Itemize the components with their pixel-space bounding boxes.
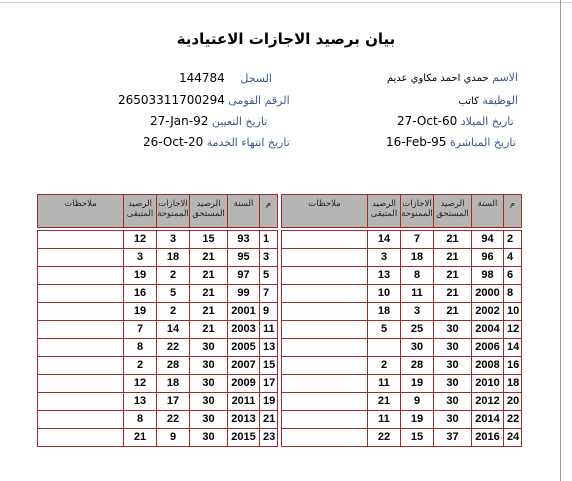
granted-leave-cell: 22 <box>157 339 190 357</box>
birth-value: 27-Oct-60 <box>397 114 458 128</box>
granted-leave-cell: 18 <box>157 249 190 267</box>
leave-table-left <box>37 194 278 447</box>
national-id-label: الرقم القومى <box>228 94 290 107</box>
table-row <box>38 411 278 429</box>
row-number-cell: 10 <box>504 303 522 321</box>
year-cell: 98 <box>472 267 504 285</box>
year-cell: 2011 <box>228 393 260 411</box>
year-cell: 2015 <box>228 429 260 447</box>
row-number-cell: 14 <box>504 339 522 357</box>
granted-leave-cell: 5 <box>157 285 190 303</box>
remaining-balance-cell: 7 <box>124 321 157 339</box>
year-cell: 97 <box>228 267 260 285</box>
leave-table-right <box>281 194 522 447</box>
year-cell: 2001 <box>228 303 260 321</box>
granted-leave-cell: 2 <box>157 267 190 285</box>
entitled-balance-cell: 21 <box>190 267 228 285</box>
year-cell: 2004 <box>472 321 504 339</box>
record-value: 144784 <box>179 71 225 85</box>
table-row <box>282 267 522 285</box>
granted-leave-cell: 30 <box>401 339 434 357</box>
entitled-balance-cell: 21 <box>190 249 228 267</box>
remaining-balance-cell: 12 <box>124 231 157 249</box>
header-entitled-balance: الرصيد المستحق <box>190 195 228 228</box>
name-value: حمدي احمد مكاوي عديم <box>386 73 489 84</box>
remaining-balance-cell: 14 <box>368 231 401 249</box>
row-number-cell: 16 <box>504 357 522 375</box>
row-number-cell: 8 <box>504 285 522 303</box>
row-number-cell: 7 <box>260 285 278 303</box>
year-cell: 2013 <box>228 411 260 429</box>
row-number-cell: 15 <box>260 357 278 375</box>
notes-cell <box>282 231 368 249</box>
notes-cell <box>282 249 368 267</box>
entitled-balance-cell: 21 <box>190 321 228 339</box>
header-row-number: م <box>260 195 278 228</box>
header-notes: ملاحظات <box>282 195 368 228</box>
service-end-value: 26-Oct-20 <box>143 135 204 149</box>
table-row <box>282 303 522 321</box>
header-year: السنة <box>228 195 260 228</box>
year-cell: 2009 <box>228 375 260 393</box>
granted-leave-cell: 17 <box>157 393 190 411</box>
remaining-balance-cell: 19 <box>124 267 157 285</box>
notes-cell <box>282 393 368 411</box>
granted-leave-cell: 11 <box>401 285 434 303</box>
remaining-balance-cell: 13 <box>368 267 401 285</box>
entitled-balance-cell: 21 <box>434 231 472 249</box>
birth-row <box>397 114 514 128</box>
page-title: بيان برصيد الاجازات الاعتيادية <box>176 30 396 48</box>
remaining-balance-cell: 21 <box>368 393 401 411</box>
granted-leave-cell: 3 <box>157 231 190 249</box>
record-label: السجل <box>240 72 272 85</box>
entitled-balance-cell: 37 <box>434 429 472 447</box>
notes-cell <box>38 357 124 375</box>
notes-cell <box>282 357 368 375</box>
row-number-cell: 12 <box>504 321 522 339</box>
row-number-cell: 13 <box>260 339 278 357</box>
year-cell: 96 <box>472 249 504 267</box>
row-number-cell: 20 <box>504 393 522 411</box>
granted-leave-cell: 22 <box>157 411 190 429</box>
granted-leave-cell: 2 <box>157 303 190 321</box>
year-cell: 94 <box>472 231 504 249</box>
year-cell: 2014 <box>472 411 504 429</box>
row-number-cell: 9 <box>260 303 278 321</box>
granted-leave-cell: 18 <box>401 249 434 267</box>
start-row <box>386 135 516 149</box>
granted-leave-cell: 15 <box>401 429 434 447</box>
entitled-balance-cell: 21 <box>434 303 472 321</box>
header-entitled-balance: الرصيد المستحق <box>434 195 472 228</box>
year-cell: 2000 <box>472 285 504 303</box>
table-row <box>38 303 278 321</box>
remaining-balance-cell: 8 <box>124 411 157 429</box>
entitled-balance-cell: 30 <box>434 375 472 393</box>
notes-cell <box>38 285 124 303</box>
table-row <box>282 231 522 249</box>
start-label: تاريخ المباشرة <box>449 136 516 149</box>
page-top-border <box>0 2 572 3</box>
granted-leave-cell: 28 <box>401 357 434 375</box>
granted-leave-cell: 7 <box>401 231 434 249</box>
row-number-cell: 5 <box>260 267 278 285</box>
entitled-balance-cell: 30 <box>434 411 472 429</box>
remaining-balance-cell: 2 <box>124 357 157 375</box>
entitled-balance-cell: 30 <box>190 393 228 411</box>
entitled-balance-cell: 30 <box>434 321 472 339</box>
table-row <box>282 321 522 339</box>
granted-leave-cell: 8 <box>401 267 434 285</box>
appoint-label: تاريخ التعيين <box>211 115 268 128</box>
table-row <box>282 249 522 267</box>
page-right-border <box>560 0 561 481</box>
row-number-cell: 2 <box>504 231 522 249</box>
row-number-cell: 11 <box>260 321 278 339</box>
table-header-row <box>38 195 278 228</box>
notes-cell <box>38 249 124 267</box>
table-row <box>282 339 522 357</box>
entitled-balance-cell: 30 <box>434 393 472 411</box>
entitled-balance-cell: 30 <box>190 411 228 429</box>
notes-cell <box>38 321 124 339</box>
granted-leave-cell: 25 <box>401 321 434 339</box>
remaining-balance-cell: 12 <box>124 375 157 393</box>
table-row <box>38 429 278 447</box>
remaining-balance-cell: 21 <box>124 429 157 447</box>
row-number-cell: 19 <box>260 393 278 411</box>
entitled-balance-cell: 21 <box>434 285 472 303</box>
notes-cell <box>38 429 124 447</box>
table-row <box>38 249 278 267</box>
entitled-balance-cell: 15 <box>190 231 228 249</box>
remaining-balance-cell: 2 <box>368 357 401 375</box>
national-id-value: 26503311700294 <box>118 93 225 107</box>
record-row <box>179 71 272 85</box>
granted-leave-cell: 14 <box>157 321 190 339</box>
remaining-balance-cell: 8 <box>124 339 157 357</box>
table-row <box>38 357 278 375</box>
name-label: الاسم <box>492 71 518 84</box>
granted-leave-cell: 9 <box>401 393 434 411</box>
notes-cell <box>282 339 368 357</box>
granted-leave-cell: 9 <box>157 429 190 447</box>
year-cell: 2002 <box>472 303 504 321</box>
table-row <box>282 357 522 375</box>
year-cell: 2008 <box>472 357 504 375</box>
row-number-cell: 4 <box>504 249 522 267</box>
start-value: 16-Feb-95 <box>386 135 447 149</box>
table-row <box>38 267 278 285</box>
notes-cell <box>38 303 124 321</box>
notes-cell <box>282 285 368 303</box>
birth-label: تاريخ الميلاد <box>460 115 514 128</box>
row-number-cell: 17 <box>260 375 278 393</box>
notes-cell <box>282 429 368 447</box>
year-cell: 95 <box>228 249 260 267</box>
table-header-row <box>282 195 522 228</box>
notes-cell <box>38 339 124 357</box>
remaining-balance-cell: 3 <box>124 249 157 267</box>
remaining-balance-cell <box>368 339 401 357</box>
row-number-cell: 18 <box>504 375 522 393</box>
row-number-cell: 21 <box>260 411 278 429</box>
year-cell: 2012 <box>472 393 504 411</box>
granted-leave-cell: 19 <box>401 375 434 393</box>
row-number-cell: 6 <box>504 267 522 285</box>
remaining-balance-cell: 19 <box>124 303 157 321</box>
table-row <box>282 429 522 447</box>
entitled-balance-cell: 21 <box>434 267 472 285</box>
notes-cell <box>282 267 368 285</box>
row-number-cell: 24 <box>504 429 522 447</box>
entitled-balance-cell: 30 <box>190 429 228 447</box>
table-row <box>38 285 278 303</box>
entitled-balance-cell: 30 <box>190 357 228 375</box>
entitled-balance-cell: 30 <box>190 339 228 357</box>
job-row <box>458 94 518 107</box>
table-row <box>282 285 522 303</box>
granted-leave-cell: 19 <box>401 411 434 429</box>
notes-cell <box>38 411 124 429</box>
entitled-balance-cell: 30 <box>434 357 472 375</box>
row-number-cell: 23 <box>260 429 278 447</box>
table-row <box>38 231 278 249</box>
remaining-balance-cell: 11 <box>368 411 401 429</box>
entitled-balance-cell: 21 <box>434 249 472 267</box>
service-end-label: تاريخ انتهاء الخدمة <box>206 136 290 149</box>
header-granted-leave: الاجازات الممنوحة <box>157 195 190 228</box>
service-end-row <box>143 135 290 149</box>
entitled-balance-cell: 30 <box>434 339 472 357</box>
entitled-balance-cell: 30 <box>190 375 228 393</box>
appoint-value: 27-Jan-92 <box>150 114 209 128</box>
remaining-balance-cell: 13 <box>124 393 157 411</box>
year-cell: 2003 <box>228 321 260 339</box>
granted-leave-cell: 3 <box>401 303 434 321</box>
year-cell: 2010 <box>472 375 504 393</box>
notes-cell <box>38 267 124 285</box>
header-row-number: م <box>504 195 522 228</box>
row-number-cell: 3 <box>260 249 278 267</box>
year-cell: 2016 <box>472 429 504 447</box>
table-row <box>282 411 522 429</box>
header-year: السنة <box>472 195 504 228</box>
notes-cell <box>282 375 368 393</box>
national-id-row <box>118 93 290 107</box>
header-granted-leave: الاجازات الممنوحة <box>401 195 434 228</box>
notes-cell <box>282 321 368 339</box>
remaining-balance-cell: 16 <box>124 285 157 303</box>
header-remaining-balance: الرصيد المتبقى <box>368 195 401 228</box>
table-row <box>38 375 278 393</box>
notes-cell <box>282 411 368 429</box>
entitled-balance-cell: 21 <box>190 303 228 321</box>
remaining-balance-cell: 18 <box>368 303 401 321</box>
remaining-balance-cell: 10 <box>368 285 401 303</box>
year-cell: 2005 <box>228 339 260 357</box>
year-cell: 2007 <box>228 357 260 375</box>
remaining-balance-cell: 11 <box>368 375 401 393</box>
remaining-balance-cell: 3 <box>368 249 401 267</box>
job-label: الوظيفة <box>482 94 518 107</box>
year-cell: 2006 <box>472 339 504 357</box>
granted-leave-cell: 18 <box>157 375 190 393</box>
entitled-balance-cell: 21 <box>190 285 228 303</box>
notes-cell <box>38 375 124 393</box>
header-notes: ملاحظات <box>38 195 124 228</box>
name-row <box>387 71 518 84</box>
year-cell: 93 <box>228 231 260 249</box>
table-row <box>38 321 278 339</box>
row-number-cell: 1 <box>260 231 278 249</box>
remaining-balance-cell: 5 <box>368 321 401 339</box>
remaining-balance-cell: 22 <box>368 429 401 447</box>
header-remaining-balance: الرصيد المتبقى <box>124 195 157 228</box>
appoint-row <box>150 114 267 128</box>
granted-leave-cell: 28 <box>157 357 190 375</box>
job-value: كاتب <box>458 96 479 107</box>
row-number-cell: 22 <box>504 411 522 429</box>
table-row <box>282 375 522 393</box>
table-row <box>38 393 278 411</box>
notes-cell <box>38 393 124 411</box>
year-cell: 99 <box>228 285 260 303</box>
table-row <box>38 339 278 357</box>
notes-cell <box>38 231 124 249</box>
table-row <box>282 393 522 411</box>
notes-cell <box>282 303 368 321</box>
